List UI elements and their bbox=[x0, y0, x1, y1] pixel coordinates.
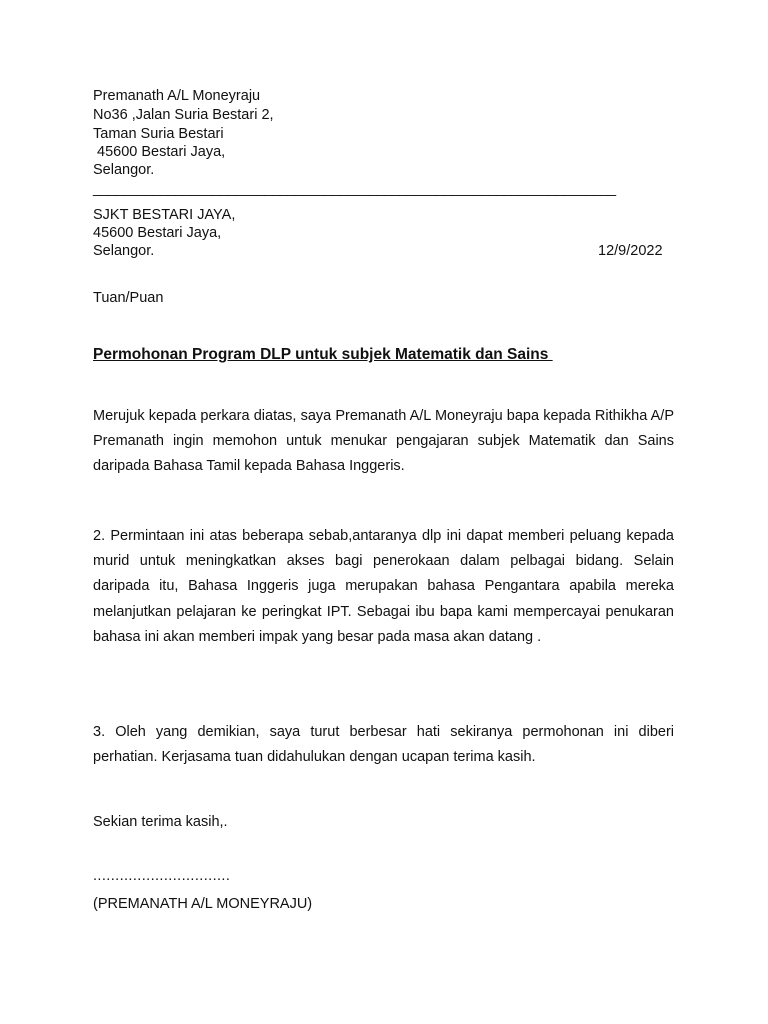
recipient-line2: 45600 Bestari Jaya, bbox=[93, 225, 222, 241]
letter-date: 12/9/2022 bbox=[598, 243, 663, 259]
sender-address-line1: No36 ,Jalan Suria Bestari 2, bbox=[93, 107, 274, 123]
paragraph-3: 3. Oleh yang demikian, saya turut berbesar hati sekiranya permohonan ini diberi perhatian. Kerjasama tuan didahulukan dengan ucapan terima kasih. bbox=[93, 724, 674, 766]
signature-line: ............................... bbox=[93, 868, 231, 884]
sender-address-line4: Selangor. bbox=[93, 162, 155, 178]
sender-address-line2: Taman Suria Bestari bbox=[93, 126, 224, 142]
sender-address-line3: 45600 Bestari Jaya, bbox=[93, 144, 226, 160]
sender-name: Premanath A/L Moneyraju bbox=[93, 88, 261, 104]
salutation: Tuan/Puan bbox=[93, 290, 164, 306]
letter-subject: Permohonan Program DLP untuk subjek Matematik dan Sains bbox=[93, 346, 553, 363]
recipient-line1: SJKT BESTARI JAYA, bbox=[93, 207, 236, 223]
paragraph-2: 2. Permintaan ini atas beberapa sebab,antaranya dlp ini dapat memberi peluang kepada murid untuk meningkatkan akses bagi penerokaan dalam pelbagai bidang. Selain daripada itu, Bahasa Inggeris juga merupakan bahasa Pengantara apabila mereka melanjutkan pelajaran ke peringkat IPT. Sebagai ibu bapa kami mempercayai penukaran bahasa ini akan memberi impak yang besar pada masa akan datang . bbox=[93, 528, 674, 645]
closing-text: Sekian terima kasih,. bbox=[93, 814, 228, 830]
paragraph-1: Merujuk kepada perkara diatas, saya Premanath A/L Moneyraju bapa kepada Rithikha A/P Premanath ingin memohon untuk menukar pengajaran subjek Matematik dan Sains daripada Bahasa Tamil kepada Bahasa Inggeris. bbox=[93, 408, 674, 475]
separator-line: ______________________________________________________________________ bbox=[93, 181, 616, 197]
signature-name: (PREMANATH A/L MONEYRAJU) bbox=[93, 896, 313, 912]
recipient-line3: Selangor. bbox=[93, 243, 155, 259]
